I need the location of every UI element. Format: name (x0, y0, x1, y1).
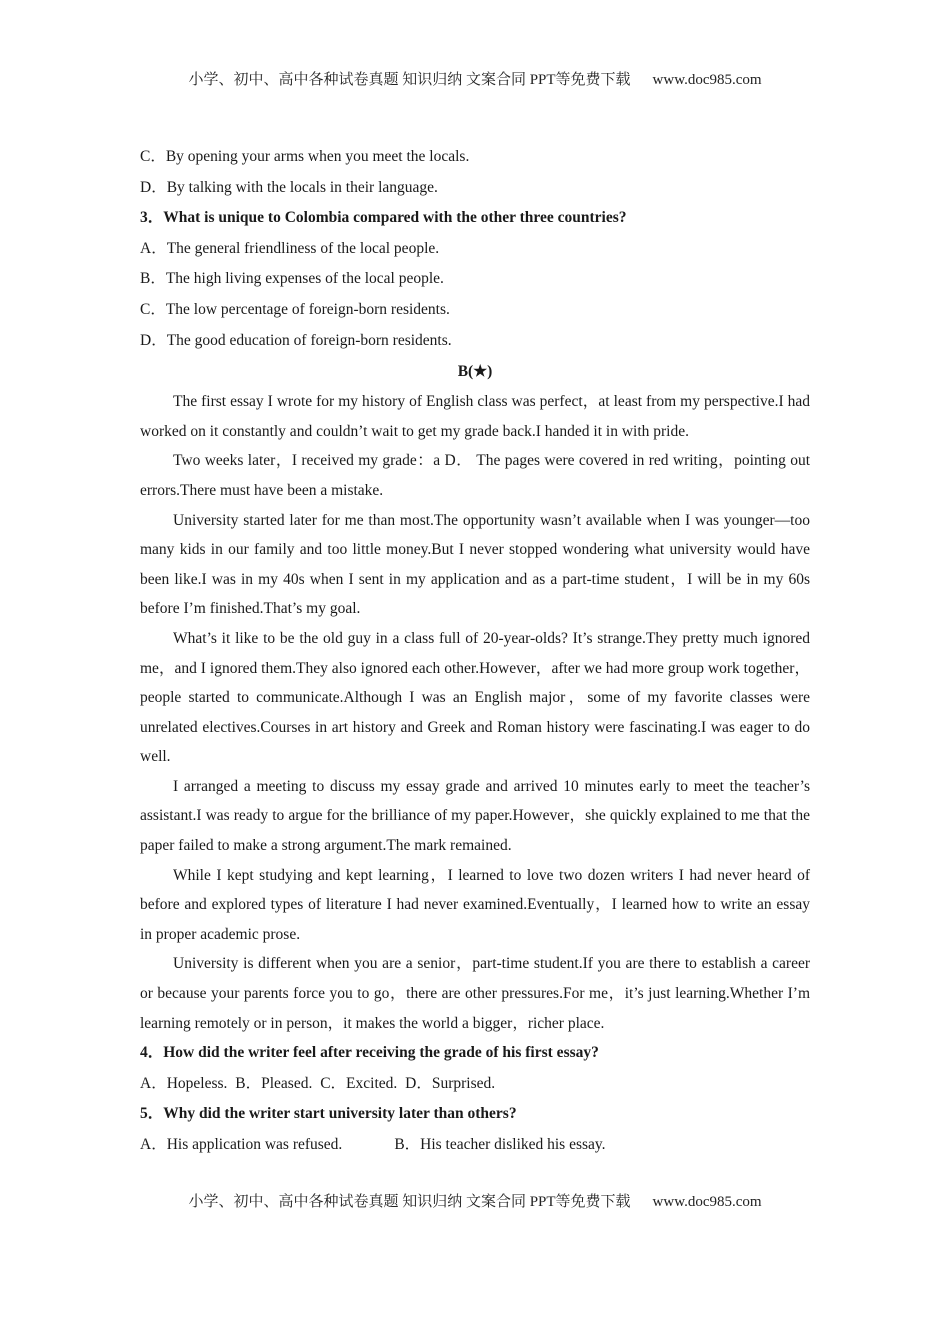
q5-option-b: B．His teacher disliked his essay. (394, 1136, 606, 1153)
q5-option-a: A．His application was refused. (140, 1136, 343, 1153)
q3-option-a: A．The general friendliness of the local people. (140, 239, 440, 257)
q3-option-c: C．The low percentage of foreign-born residents. (140, 300, 450, 318)
q4-options (140, 1069, 810, 1100)
q2-option-d: D．By talking with the locals in their language. (140, 178, 438, 196)
q4-question: 4．How did the writer feel after receiving the grade of his first essay? (140, 1044, 599, 1062)
page-footer (0, 1190, 950, 1211)
q3-question: 3．What is unique to Colombia compared with the other three countries? (140, 209, 627, 227)
section-b-title: B(★) (457, 363, 493, 381)
passage-paragraph-2: Two weeks later，I received my grade：a D． The pages were covered in red writing，pointing out errors.There must have been a mistake. (140, 452, 810, 499)
q4-option-c: C．Excited. (320, 1074, 398, 1092)
q3-option-b: B．The high living expenses of the local people. (140, 270, 444, 288)
q4-option-a: A．Hopeless. (140, 1074, 228, 1092)
q2-option-c: C．By opening your arms when you meet the locals. (140, 148, 470, 165)
footer-site: www.doc985.com (652, 1194, 762, 1210)
header-site: www.doc985.com (652, 72, 762, 88)
q5-options (140, 1130, 810, 1161)
passage-paragraph-4: What’s it like to be the old guy in a class full of 20-year-olds? It’s strange.They pretty much ignored me，and I ignored them.They also ignored each other.However，after we had more group work together，people started to communicate.Although I was an English major，some of my favorite classes were unrelated electives.Courses in art history and Greek and Roman history were fascinating.I was eager to do well. (140, 629, 810, 766)
footer-text: 小学、初中、高中各种试卷真题 知识归纳 文案合同 PPT等免费下载 (188, 1194, 631, 1210)
passage-paragraph-6: While I kept studying and kept learning，I learned to love two dozen writers I had never heard of before and explored types of literature I had never examined.Eventually，I learned how to write an essay in proper academic prose. (140, 866, 810, 943)
q5-question: 5．Why did the writer start university later than others? (140, 1105, 517, 1123)
q4-option-d: D．Surprised. (405, 1074, 496, 1092)
q3-option-d: D．The good education of foreign-born residents. (140, 331, 452, 349)
passage-paragraph-3: University started later for me than most.The opportunity wasn’t available when I was younger—too many kids in our family and too little money.But I never stopped wondering what university would have been like.I was in my 40s when I sent in my application and as a part-time student，I will be in my 60s before I’m finished.That’s my goal. (140, 511, 810, 618)
passage-paragraph-1: The first essay I wrote for my history of English class was perfect，at least from my perspective.I had worked on it constantly and couldn’t wait to get my grade back.I handed it in with pride. (140, 393, 810, 440)
passage-paragraph-5: I arranged a meeting to discuss my essay grade and arrived 10 minutes early to meet the teacher’s assistant.I was ready to argue for the brilliance of my paper.However，she quickly explained to me that the paper failed to make a strong argument.The mark remained. (140, 777, 810, 855)
q4-option-b: B．Pleased. (235, 1074, 313, 1092)
document-body (140, 142, 810, 1161)
header-text: 小学、初中、高中各种试卷真题 知识归纳 文案合同 PPT等免费下载 (188, 72, 631, 88)
page-header (0, 68, 950, 89)
passage-paragraph-7: University is different when you are a senior，part-time student.If you are there to establish a career or because your parents force you to go，there are other pressures.For me，it’s just learning.Whether I’m learning remotely or in person，it makes the world a bigger，richer place. (140, 955, 810, 1032)
